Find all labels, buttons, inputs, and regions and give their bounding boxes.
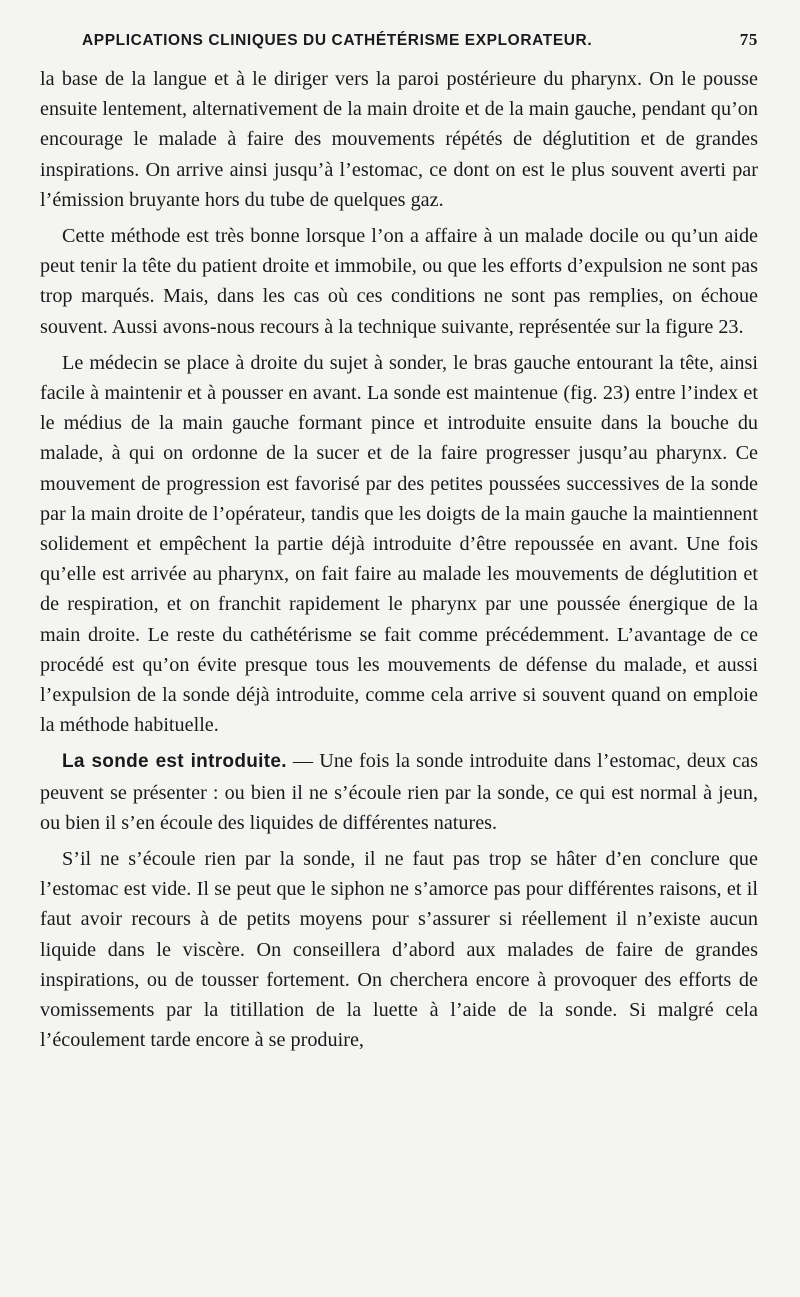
paragraph-text: — Une fois la sonde introduite dans l’estomac, deux cas peuvent se présenter : ou bien il ne s’écoule rien par la sonde, ce qui est normal à jeun, ou bien il s’en écoule des liquides de différentes natures. bbox=[40, 750, 758, 834]
page-body bbox=[40, 64, 758, 1056]
running-header bbox=[82, 30, 758, 52]
paragraph-technique: Le médecin se place à droite du sujet à sonder, le bras gauche entourant la tête, ainsi facile à maintenir et à pousser en avant. La sonde est maintenue (fig. 23) entre l’index et le médius de la main gauche formant pince et introduite ensuite dans la bouche du malade, à qui on ordonne de la sucer et de la faire progresser jusqu’au pharynx. Ce mouvement de progression est favorisé par des petites poussées successives de la sonde par la main droite de l’opérateur, tandis que les doigts de la main gauche la maintiennent solidement et empêchent la partie déjà introduite d’être repoussée en avant. Une fois qu’elle est arrivée au pharynx, on fait faire au malade les mouvements de déglutition et de respiration, et on franchit rapidement le pharynx par une poussée énergique de la main droite. Le reste du cathétérisme se fait comme précédemment. L’avantage de ce procédé est qu’on évite presque tous les mouvements de défense du malade, et aussi l’expulsion de la sonde déjà introduite, comme cela arrive si souvent quand on emploie la méthode habituelle. bbox=[40, 351, 758, 737]
paragraph-method-evaluation: Cette méthode est très bonne lorsque l’on a affaire à un malade docile ou qu’un aide peut tenir la tête du patient droite et immobile, ou que les efforts d’expulsion ne sont pas trop marqués. Mais, dans les cas où ces conditions ne sont pas remplies, on échoue souvent. Aussi avons-nous recours à la technique suivante, représentée sur la figure 23. bbox=[40, 225, 758, 338]
run-in-heading: La sonde est introduite. bbox=[62, 751, 287, 773]
paragraph-empty-stomach: S’il ne s’écoule rien par la sonde, il ne faut pas trop se hâter d’en conclure que l’estomac est vide. Il se peut que le siphon ne s’amorce pas pour différentes raisons, et il faut avoir recours à de petits moyens pour s’assurer si réellement il n’existe aucun liquide dans le viscère. On conseillera d’abord aux malades de faire de grandes inspirations, ou de tousser fortement. On cherchera encore à provoquer des efforts de vomissements par la titillation de la luette à l’aide de la sonde. Si malgré cela l’écoulement tarde encore à se produire, bbox=[40, 848, 758, 1052]
page-number: 75 bbox=[739, 30, 758, 49]
paragraph-sonde-introduite bbox=[40, 746, 758, 838]
paragraph-continuation: la base de la langue et à le diriger vers la paroi postérieure du pharynx. On le pousse ensuite lentement, alternativement de la main droite et de la main gauche, pendant qu’on encourage le malade à faire des mouvements répétés de déglutition et de grandes inspirations. On arrive ainsi jusqu’à l’estomac, ce dont on est le plus souvent averti par l’émission bruyante hors du tube de quelques gaz. bbox=[40, 68, 758, 211]
running-title: APPLICATIONS CLINIQUES DU CATHÉTÉRISME EXPLORATEUR. bbox=[82, 32, 593, 49]
